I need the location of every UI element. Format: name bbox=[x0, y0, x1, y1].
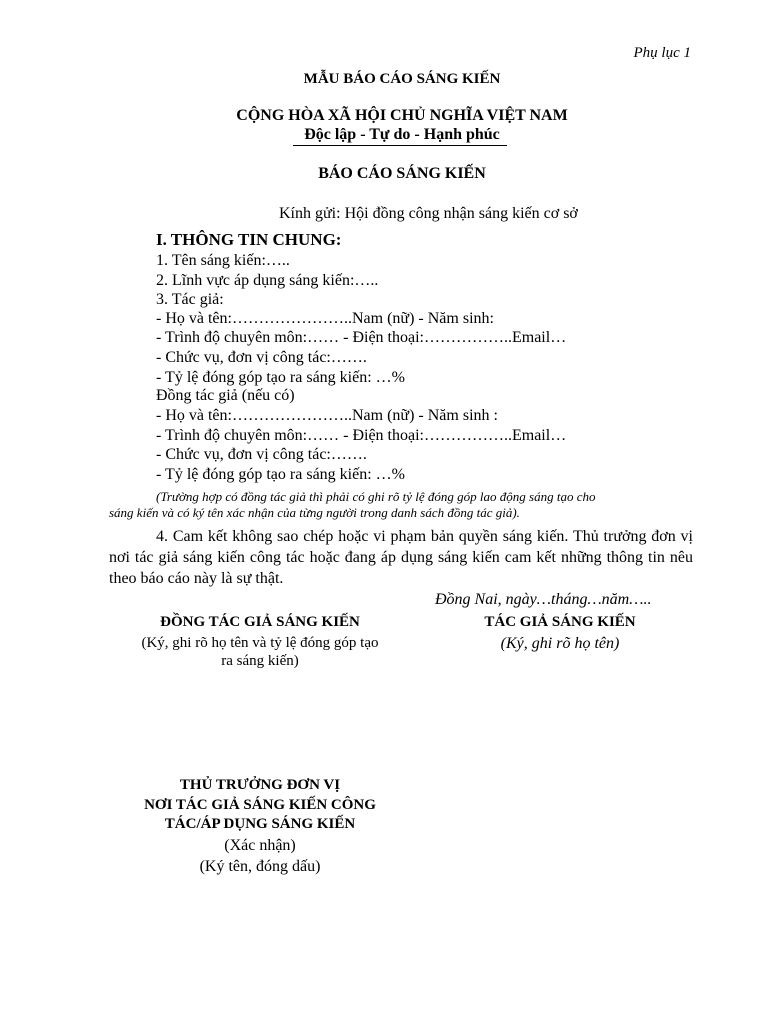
unit-head-confirm: (Xác nhận) bbox=[224, 837, 296, 854]
unit-head-sign: (Ký tên, đóng dấu) bbox=[199, 858, 321, 875]
appendix-label: Phụ lục 1 bbox=[633, 45, 691, 61]
motto-underline bbox=[293, 145, 507, 146]
motto: Độc lập - Tự do - Hạnh phúc bbox=[304, 126, 500, 143]
form-title: MẪU BÁO CÁO SÁNG KIẾN bbox=[303, 71, 501, 87]
republic-title: CỘNG HÒA XÃ HỘI CHỦ NGHĨA VIỆT NAM bbox=[236, 107, 568, 124]
coauthor-sign-note-1: (Ký, ghi rõ họ tên và tỷ lệ đóng góp tạo bbox=[141, 635, 379, 651]
list-item: - Trình độ chuyên môn:…… - Điện thoại:……………..Email… bbox=[156, 329, 567, 346]
unit-head-line3: TÁC/ÁP DỤNG SÁNG KIẾN bbox=[164, 816, 356, 832]
list-item: - Họ và tên:…………………..Nam (nữ) - Năm sinh: bbox=[156, 310, 494, 327]
list-item: - Trình độ chuyên môn:…… - Điện thoại:……………..Email… bbox=[156, 427, 567, 444]
section-heading: I. THÔNG TIN CHUNG: bbox=[156, 230, 342, 249]
coauthor-heading: ĐỒNG TÁC GIẢ SÁNG KIẾN bbox=[160, 614, 360, 630]
list-item: - Chức vụ, đơn vị công tác:……. bbox=[156, 446, 367, 463]
report-title: BÁO CÁO SÁNG KIẾN bbox=[318, 165, 486, 182]
list-item: 2. Lĩnh vực áp dụng sáng kiến:….. bbox=[156, 272, 379, 289]
addressee: Kính gửi: Hội đồng công nhận sáng kiến cơ sở bbox=[279, 205, 578, 222]
unit-head-line1: THỦ TRƯỞNG ĐƠN VỊ bbox=[179, 777, 341, 793]
list-item: - Họ và tên:…………………..Nam (nữ) - Năm sinh : bbox=[156, 407, 498, 424]
list-item: - Tỷ lệ đóng góp tạo ra sáng kiến: …% bbox=[156, 466, 405, 483]
unit-head-line2: NƠI TÁC GIẢ SÁNG KIẾN CÔNG bbox=[144, 797, 376, 813]
commitment-paragraph: 4. Cam kết không sao chép hoặc vi phạm bản quyền sáng kiến. Thủ trưởng đơn vị nơi tác giả sáng kiến công tác hoặc đang áp dụng sáng kiến cam kết những thông tin nêu theo báo cáo này là sự thật. bbox=[109, 528, 693, 587]
list-item: - Chức vụ, đơn vị công tác:……. bbox=[156, 349, 367, 366]
list-item: Đồng tác giả (nếu có) bbox=[156, 387, 295, 404]
author-sign-note: (Ký, ghi rõ họ tên) bbox=[500, 635, 620, 652]
place-date: Đồng Nai, ngày…tháng…năm….. bbox=[435, 591, 652, 608]
coauthor-note-line2: sáng kiến và có ký tên xác nhận của từng người trong danh sách đồng tác giả). bbox=[109, 505, 520, 520]
coauthor-note-line1: (Trường hợp có đồng tác giả thì phải có ghi rõ tỷ lệ đóng góp lao động sáng tạo cho bbox=[156, 489, 596, 504]
list-item: 3. Tác giả: bbox=[156, 291, 224, 308]
list-item: - Tỷ lệ đóng góp tạo ra sáng kiến: …% bbox=[156, 369, 405, 386]
coauthor-sign-note-2: ra sáng kiến) bbox=[221, 653, 299, 669]
author-heading: TÁC GIẢ SÁNG KIẾN bbox=[484, 614, 636, 630]
list-item: 1. Tên sáng kiến:….. bbox=[156, 252, 290, 269]
